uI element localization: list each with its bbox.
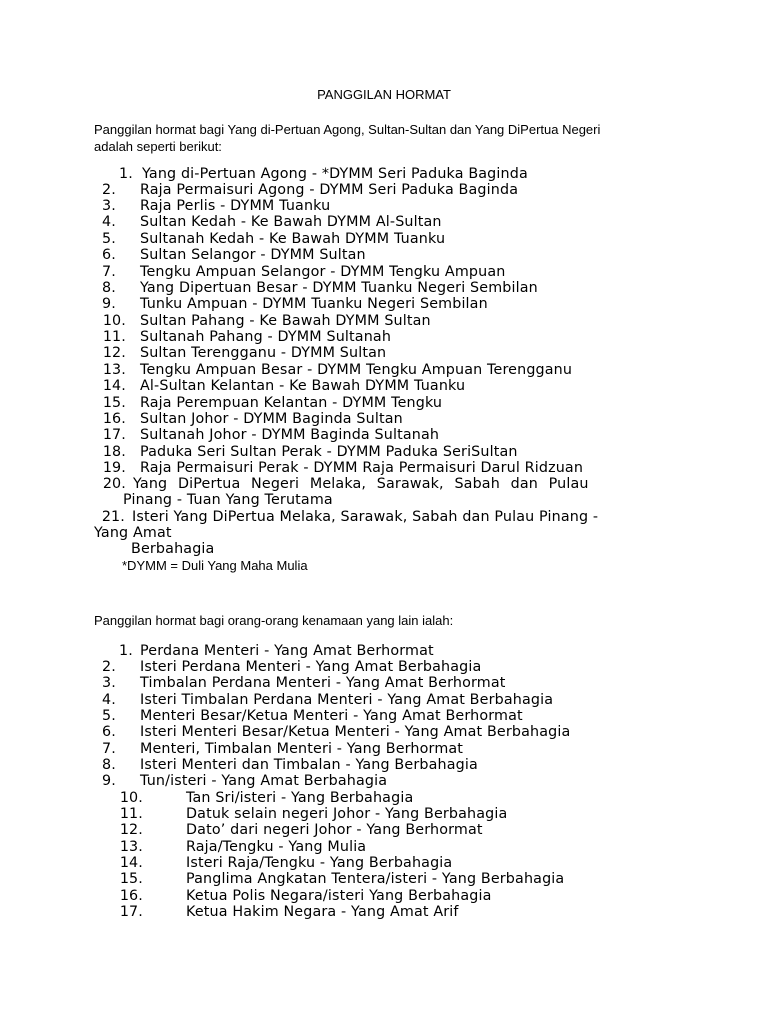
list-item-text: Yang di-Pertuan Agong - *DYMM Seri Paduka Baginda xyxy=(142,166,528,182)
list-item-text: Tengku Ampuan Besar - DYMM Tengku Ampuan Terengganu xyxy=(140,362,573,378)
list-item-number: 21. xyxy=(101,509,125,525)
list-item-text: Tunku Ampuan - DYMM Tuanku Negeri Sembilan xyxy=(140,296,488,312)
list-item-number: 12. xyxy=(102,345,126,361)
list-item-text: Sultan Kedah - Ke Bawah DYMM Al-Sultan xyxy=(140,214,442,230)
list-item-text: Sultan Pahang - Ke Bawah DYMM Sultan xyxy=(140,313,431,329)
list-item-text: Raja Perempuan Kelantan - DYMM Tengku xyxy=(140,395,443,411)
list-item-text: Sultanah Pahang - DYMM Sultanah xyxy=(140,329,392,345)
list-item-text: Isteri Yang DiPertua Melaka, Sarawak, Sabah dan Pulau Pinang - xyxy=(132,509,599,525)
list-item-number: 1. xyxy=(119,643,133,659)
list-item-text: Isteri Raja/Tengku - Yang Berbahagia xyxy=(186,855,453,871)
list-item-text: Sultan Selangor - DYMM Sultan xyxy=(140,247,366,263)
list-item-text: Raja Permaisuri Perak - DYMM Raja Permaisuri Darul Ridzuan xyxy=(140,460,584,476)
list-item-text: Tengku Ampuan Selangor - DYMM Tengku Ampuan xyxy=(140,264,506,280)
list-item-text: Datuk selain negeri Johor - Yang Berbahagia xyxy=(186,806,508,822)
list-item-number: 13. xyxy=(119,839,143,855)
list-item-number: 9. xyxy=(102,296,116,312)
list-item-number: 18. xyxy=(102,444,126,460)
list-item-number: 9. xyxy=(102,773,116,789)
list-item-number: 11. xyxy=(102,329,126,345)
list-item-number: 6. xyxy=(102,247,116,263)
list-item-text: Pinang - Tuan Yang Terutama xyxy=(123,492,333,508)
intro-line-2: adalah seperti berikut: xyxy=(94,139,222,154)
list-item-number: 15. xyxy=(102,395,126,411)
list-item-text: Tan Sri/isteri - Yang Berbahagia xyxy=(186,790,414,806)
intro-paragraph-2 xyxy=(94,612,654,629)
list-item-text: Sultan Terengganu - DYMM Sultan xyxy=(140,345,387,361)
list-item-text: Raja/Tengku - Yang Mulia xyxy=(186,839,367,855)
list-item-number: 19. xyxy=(102,460,126,476)
list-item-text: Tun/isteri - Yang Amat Berbahagia xyxy=(140,773,388,789)
list-item-number: 16. xyxy=(119,888,143,904)
list-item-number: 7. xyxy=(102,741,116,757)
list-item-text: Berbahagia xyxy=(131,541,215,557)
list-item-number: 14. xyxy=(119,855,143,871)
list-item-number: 13. xyxy=(102,362,126,378)
list-item-number: 10. xyxy=(119,790,143,806)
list-item-number: 6. xyxy=(102,724,116,740)
list-item-text: Isteri Perdana Menteri - Yang Amat Berbahagia xyxy=(140,659,482,675)
list-item-number: 8. xyxy=(102,280,116,296)
list-item-text: Yang DiPertua Negeri Melaka, Sarawak, Sabah dan Pulau xyxy=(133,476,589,492)
list-item-text: Isteri Timbalan Perdana Menteri - Yang Amat Berbahagia xyxy=(140,692,554,708)
list-item-text: Menteri Besar/Ketua Menteri - Yang Amat Berhormat xyxy=(140,708,523,724)
intro-line-1: Panggilan hormat bagi Yang di-Pertuan Agong, Sultan-Sultan dan Yang DiPertua Negeri xyxy=(94,122,601,137)
list-item-number: 16. xyxy=(102,411,126,427)
list-item-number: 8. xyxy=(102,757,116,773)
list-item-number: 20. xyxy=(102,476,126,492)
list-item-number: 3. xyxy=(102,198,116,214)
list-item-text: Dato’ dari negeri Johor - Yang Berhormat xyxy=(186,822,483,838)
list-item-number: 17. xyxy=(102,427,126,443)
list-item-text: Isteri Menteri Besar/Ketua Menteri - Yang Amat Berbahagia xyxy=(140,724,571,740)
list-item-text: Yang Dipertuan Besar - DYMM Tuanku Negeri Sembilan xyxy=(140,280,538,296)
list-item-number: 7. xyxy=(102,264,116,280)
list-item-number: 17. xyxy=(119,904,143,920)
list-item-text: Al-Sultan Kelantan - Ke Bawah DYMM Tuanku xyxy=(140,378,466,394)
list-item-text: Panglima Angkatan Tentera/isteri - Yang Berbahagia xyxy=(186,871,565,887)
list-item-text: Raja Permaisuri Agong - DYMM Seri Paduka Baginda xyxy=(140,182,519,198)
list-item-text: Yang Amat xyxy=(94,525,172,541)
page-title: PANGGILAN HORMAT xyxy=(317,87,451,102)
list-item-number: 2. xyxy=(102,182,116,198)
list-item-text: Ketua Hakim Negara - Yang Amat Arif xyxy=(186,904,459,920)
list-item-number: 1. xyxy=(119,166,133,182)
list-item-text: Paduka Seri Sultan Perak - DYMM Paduka SeriSultan xyxy=(140,444,518,460)
list-item-text: Perdana Menteri - Yang Amat Berhormat xyxy=(140,643,434,659)
list-item-text: Sultan Johor - DYMM Baginda Sultan xyxy=(140,411,403,427)
footnote: *DYMM = Duli Yang Maha Mulia xyxy=(122,558,308,573)
list-item-number: 12. xyxy=(119,822,143,838)
list-item-number: 5. xyxy=(102,231,116,247)
list-item-number: 14. xyxy=(102,378,126,394)
list-item-text: Timbalan Perdana Menteri - Yang Amat Berhormat xyxy=(140,675,506,691)
list-item-text: Ketua Polis Negara/isteri Yang Berbahagia xyxy=(186,888,492,904)
intro-line: Panggilan hormat bagi orang-orang kenamaan yang lain ialah: xyxy=(94,613,454,628)
list-item-text: Sultanah Johor - DYMM Baginda Sultanah xyxy=(140,427,440,443)
list-item-text: Raja Perlis - DYMM Tuanku xyxy=(140,198,331,214)
list-item-number: 4. xyxy=(102,214,116,230)
list-item-number: 2. xyxy=(102,659,116,675)
intro-paragraph-1 xyxy=(94,121,654,155)
list-item-text: Isteri Menteri dan Timbalan - Yang Berbahagia xyxy=(140,757,478,773)
list-item-text: Menteri, Timbalan Menteri - Yang Berhormat xyxy=(140,741,464,757)
list-item-number: 3. xyxy=(102,675,116,691)
list-item-number: 4. xyxy=(102,692,116,708)
list-item-number: 5. xyxy=(102,708,116,724)
list-item-number: 11. xyxy=(119,806,143,822)
list-item-text: Sultanah Kedah - Ke Bawah DYMM Tuanku xyxy=(140,231,446,247)
list-item-number: 15. xyxy=(119,871,143,887)
list-item-number: 10. xyxy=(102,313,126,329)
